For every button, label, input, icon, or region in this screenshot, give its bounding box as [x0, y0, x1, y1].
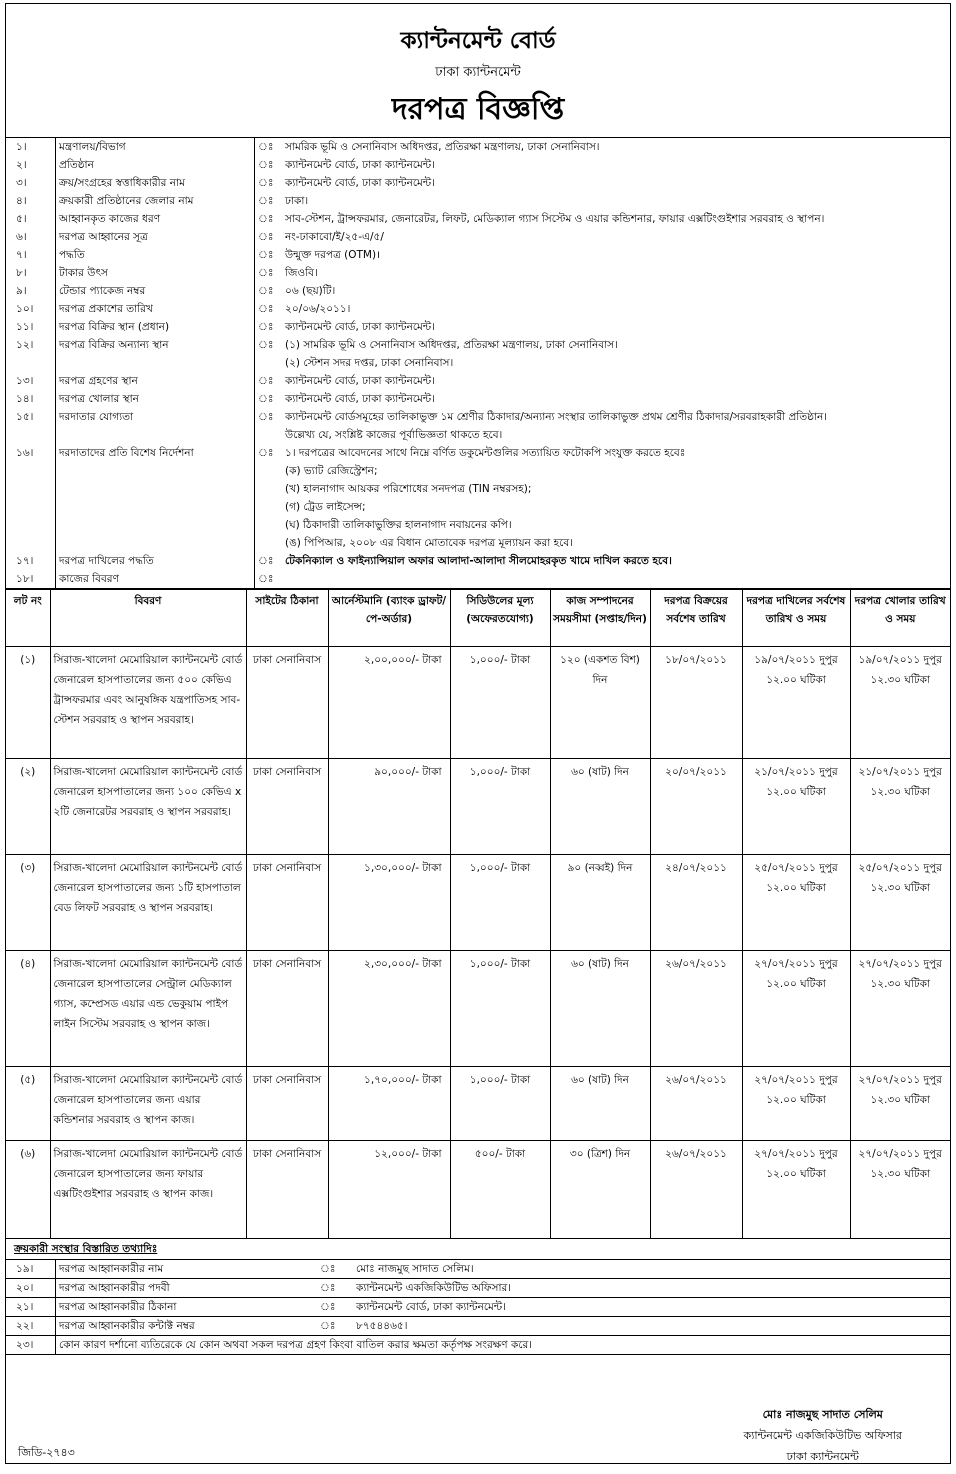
info-row — [6, 318, 950, 336]
lot-earnest: ১,৩০,০০০/- টাকা — [328, 855, 450, 951]
signatory-name: মোঃ নাজমুছ সাদাত সেলিম — [762, 1408, 883, 1421]
info-row — [6, 264, 950, 282]
lot-site: ঢাকা সেনানিবাস — [246, 855, 328, 951]
info-separator: ঃ — [258, 159, 274, 171]
info-value-line: (গ) ট্রেড লাইসেন্স; — [285, 501, 366, 513]
lot-submit: ২৫/০৭/২০১১ দুপুর ১২.০০ ঘটিকা — [742, 855, 850, 951]
lot-open: ২১/০৭/২০১১ দুপুর ১২.৩০ ঘটিকা — [850, 759, 950, 855]
info-value-line: জিওবি। — [285, 267, 318, 279]
info-separator: ঃ — [258, 555, 274, 567]
lot-open: ১৯/০৭/২০১১ দুপুর ১২.৩০ ঘটিকা — [850, 647, 950, 759]
lot-lot: (৬) — [6, 1141, 50, 1239]
lot-submit: ২৭/০৭/২০১১ দুপুর ১২.০০ ঘটিকা — [742, 1067, 850, 1141]
lot-desc: সিরাজ-খালেদা মেমোরিয়াল ক্যান্টনমেন্ট বোর্ড জেনারেল হাসপাতালের জন্য ১টি হাসপাতাল বেড লিফট সরবরাহ ও স্থাপন সরবরাহ। — [50, 855, 246, 951]
info-value — [275, 156, 950, 174]
lot-duration: ৬০ (ষাট) দিন — [550, 1067, 650, 1141]
lots-column-header: সিডিউলের মূল্য (অফেরতযোগ্য) — [450, 590, 550, 647]
info-row — [6, 174, 950, 192]
lots-column-header: দরপত্র বিক্রয়ের সর্বশেষ তারিখ — [650, 590, 742, 647]
purchaser-separator: ঃ — [320, 1301, 336, 1313]
lot-row — [6, 1067, 950, 1141]
lot-submit: ২৭/০৭/২০১১ দুপুর ১২.০০ ঘটিকা — [742, 951, 850, 1067]
info-label: টেন্ডার প্যাকেজ নম্বর — [56, 282, 255, 300]
lot-site: ঢাকা সেনানিবাস — [246, 647, 328, 759]
info-value — [275, 138, 950, 157]
lot-earnest: ১২,০০০/- টাকা — [328, 1141, 450, 1239]
info-value-line: ঢাকা। — [285, 195, 309, 207]
lot-open: ২৭/০৭/২০১১ দুপুর ১২.৩০ ঘটিকা — [850, 1067, 950, 1141]
info-value — [275, 192, 950, 210]
purchaser-separator: ঃ — [320, 1282, 336, 1294]
purchaser-row — [6, 1279, 950, 1298]
info-separator: ঃ — [258, 177, 274, 189]
info-row — [6, 138, 950, 157]
tender-notice — [5, 3, 951, 1464]
lot-sale-last: ২৬/০৭/২০১১ — [650, 951, 742, 1067]
lot-submit: ২১/০৭/২০১১ দুপুর ১২.০০ ঘটিকা — [742, 759, 850, 855]
info-serial: ১২। — [6, 336, 56, 372]
purchaser-value: মোঃ নাজমুছ সাদাত সেলিম। — [356, 1263, 474, 1275]
lot-duration: ৬০ (ষাট) দিন — [550, 951, 650, 1067]
info-label: দরপত্র আহ্বানের সূত্র — [56, 228, 255, 246]
lots-column-header: দরপত্র দাখিলের সর্বশেষ তারিখ ও সময় — [742, 590, 850, 647]
lot-site: ঢাকা সেনানিবাস — [246, 1141, 328, 1239]
lot-row — [6, 951, 950, 1067]
purchaser-serial: ২১। — [6, 1298, 56, 1317]
info-serial: ৫। — [6, 210, 56, 228]
info-label: দরপত্র দাখিলের পদ্ধতি — [56, 552, 255, 570]
info-value — [275, 210, 950, 228]
info-serial: ৮। — [6, 264, 56, 282]
lot-open: ২৭/০৭/২০১১ দুপুর ১২.৩০ ঘটিকা — [850, 1141, 950, 1239]
info-separator: ঃ — [258, 141, 274, 153]
info-label: ক্রয়কারী প্রতিষ্ঠানের জেলার নাম — [56, 192, 255, 210]
info-separator: ঃ — [258, 411, 274, 423]
info-separator: ঃ — [258, 249, 274, 261]
lot-desc: সিরাজ-খালেদা মেমোরিয়াল ক্যান্টনমেন্ট বোর্ড জেনারেল হাসপাতালের জন্য এয়ার কন্ডিশনার সরবরাহ ও স্থাপন কাজ। — [50, 1067, 246, 1141]
info-serial: ৬। — [6, 228, 56, 246]
lot-row — [6, 647, 950, 759]
info-separator: ঃ — [258, 375, 274, 387]
signatory-place: ঢাকা ক্যান্টনমেন্ট — [786, 1450, 859, 1463]
lot-lot: (৫) — [6, 1067, 50, 1141]
lot-duration: ১২০ (একশত বিশ) দিন — [550, 647, 650, 759]
info-row — [6, 282, 950, 300]
info-value — [275, 318, 950, 336]
info-value — [275, 282, 950, 300]
info-row — [6, 408, 950, 444]
lots-column-header: আর্নেস্টমানি (ব্যাংক ড্রাফট/পে-অর্ডার) — [328, 590, 450, 647]
lot-desc: সিরাজ-খালেদা মেমোরিয়াল ক্যান্টনমেন্ট বোর্ড জেনারেল হাসপাতালের জন্য ১০০ কেভিএ x ২টি জেনারেটর সরবরাহ ও স্থাপন সরবরাহ। — [50, 759, 246, 855]
lot-duration: ৯০ (নব্বই) দিন — [550, 855, 650, 951]
purchaser-label: দরপত্র আহ্বানকারীর কন্টাক্ট নম্বর — [59, 1320, 195, 1332]
lot-sale-last: ২০/০৭/২০১১ — [650, 759, 742, 855]
info-value-line: ক্যান্টনমেন্ট বোর্ড, ঢাকা ক্যান্টনমেন্ট। — [285, 321, 435, 333]
purchaser-row — [6, 1260, 950, 1279]
lot-earnest: ২,০০,০০০/- টাকা — [328, 647, 450, 759]
info-serial: ১০। — [6, 300, 56, 318]
info-value-line: ক্যান্টনমেন্ট বোর্ড, ঢাকা ক্যান্টনমেন্ট। — [285, 177, 435, 189]
info-value — [275, 444, 950, 552]
lot-sale-last: ২৬/০৭/২০১১ — [650, 1141, 742, 1239]
purchaser-serial: ২০। — [6, 1279, 56, 1298]
lot-open: ২৫/০৭/২০১১ দুপুর ১২.৩০ ঘটিকা — [850, 855, 950, 951]
info-label: দরপত্র খোলার স্থান — [56, 390, 255, 408]
purchaser-final-row — [6, 1336, 950, 1355]
info-row — [6, 570, 950, 589]
purchaser-serial: ২২। — [6, 1317, 56, 1336]
info-serial: ১৮। — [6, 570, 56, 589]
info-value-line: ক্যান্টনমেন্ট বোর্ড, ঢাকা ক্যান্টনমেন্ট। — [285, 159, 435, 171]
info-separator: ঃ — [258, 213, 274, 225]
info-value — [275, 228, 950, 246]
purchaser-value: ক্যান্টনমেন্ট বোর্ড, ঢাকা ক্যান্টনমেন্ট। — [356, 1301, 506, 1313]
info-value-line: ২০/০৬/২০১১। — [285, 303, 351, 315]
purchaser-separator: ঃ — [320, 1320, 336, 1332]
lot-schedule: ৫০০/- টাকা — [450, 1141, 550, 1239]
info-value-line: (ঙ) পিপিআর, ২০০৮ এর বিধান মোতাবেক দরপত্র মূল্যায়ন করা হবে। — [285, 537, 573, 549]
signature-block — [744, 1404, 903, 1467]
info-separator: ঃ — [258, 339, 274, 351]
lot-sale-last: ১৮/০৭/২০১১ — [650, 647, 742, 759]
info-row — [6, 156, 950, 174]
signatory-designation: ক্যান্টনমেন্ট একজিকিউটিভ অফিসার — [743, 1429, 902, 1442]
lot-site: ঢাকা সেনানিবাস — [246, 951, 328, 1067]
info-value — [275, 390, 950, 408]
info-row — [6, 372, 950, 390]
org-location: ঢাকা ক্যান্টনমেন্ট — [435, 65, 521, 80]
lot-lot: (৪) — [6, 951, 50, 1067]
info-value — [275, 300, 950, 318]
info-serial: ৭। — [6, 246, 56, 264]
purchaser-serial: ২৩। — [6, 1336, 56, 1355]
info-row — [6, 444, 950, 552]
info-value-line: উন্মুক্ত দরপত্র (OTM)। — [285, 249, 381, 261]
info-serial: ১৩। — [6, 372, 56, 390]
info-label: মন্ত্রণালয়/বিভাগ — [56, 138, 255, 157]
info-value-line: (ক) ভ্যাট রেজিস্ট্রেশন; — [285, 465, 378, 477]
info-label: আহ্বানকৃত কাজের ধরণ — [56, 210, 255, 228]
purchaser-heading: ক্রয়কারী সংস্থার বিস্তারিত তথ্যাদিঃ — [6, 1239, 950, 1260]
info-value-line: নং-ঢাকাবো/ই/২৫-এ/৫/ — [285, 231, 384, 243]
info-value-line: (২) স্টেশন সদর দপ্তর, ঢাকা সেনানিবাস। — [285, 357, 454, 369]
info-value-line: ক্যান্টনমেন্ট বোর্ড, ঢাকা ক্যান্টনমেন্ট। — [285, 393, 435, 405]
lots-column-header: কাজ সম্পাদনের সময়সীমা (সপ্তাহ/দিন) — [550, 590, 650, 647]
lot-schedule: ১,০০০/- টাকা — [450, 1067, 550, 1141]
lot-schedule: ১,০০০/- টাকা — [450, 855, 550, 951]
lot-duration: ৩০ (ত্রিশ) দিন — [550, 1141, 650, 1239]
org-name: ক্যান্টনমেন্ট বোর্ড — [400, 28, 556, 54]
info-serial: ১৭। — [6, 552, 56, 570]
lots-table — [6, 589, 950, 1239]
info-row — [6, 192, 950, 210]
lot-earnest: ৯০,০০০/- টাকা — [328, 759, 450, 855]
info-value — [275, 336, 950, 372]
info-serial: ১৫। — [6, 408, 56, 444]
info-label: ক্রয়/সংগ্রহের স্বত্তাধিকারীর নাম — [56, 174, 255, 192]
info-row — [6, 552, 950, 570]
lots-column-header: সাইটের ঠিকানা — [246, 590, 328, 647]
info-separator: ঃ — [258, 447, 274, 459]
info-value — [275, 408, 950, 444]
info-separator: ঃ — [258, 321, 274, 333]
info-serial: ২। — [6, 156, 56, 174]
info-value-line: উল্লেখ্য যে, সংশ্লিষ্ট কাজের পূর্বাভিজ্ঞতা থাকতে হবে। — [285, 429, 503, 441]
info-value-line: ক্যান্টনমেন্ট বোর্ড, ঢাকা ক্যান্টনমেন্ট। — [285, 375, 435, 387]
info-serial: ৪। — [6, 192, 56, 210]
info-value — [275, 246, 950, 264]
lot-schedule: ১,০০০/- টাকা — [450, 647, 550, 759]
purchaser-separator: ঃ — [320, 1263, 336, 1275]
info-separator: ঃ — [258, 393, 274, 405]
lot-submit: ২৭/০৭/২০১১ দুপুর ১২.০০ ঘটিকা — [742, 1141, 850, 1239]
lots-column-header: বিবরণ — [50, 590, 246, 647]
lot-lot: (৩) — [6, 855, 50, 951]
info-serial: ৯। — [6, 282, 56, 300]
info-label: দরপত্র বিক্রির অন্যান্য স্থান — [56, 336, 255, 372]
info-row — [6, 336, 950, 372]
lot-sale-last: ২৪/০৭/২০১১ — [650, 855, 742, 951]
info-serial: ৩। — [6, 174, 56, 192]
lot-open: ২৭/০৭/২০১১ দুপুর ১২.৩০ ঘটিকা — [850, 951, 950, 1067]
lots-column-header: লট নং — [6, 590, 50, 647]
info-value-line: (১) সামরিক ভূমি ও সেনানিবাস অধিদপ্তর, প্রতিরক্ষা মন্ত্রণালয়, ঢাকা সেনানিবাস। — [285, 339, 618, 351]
lots-column-header: দরপত্র খোলার তারিখ ও সময় — [850, 590, 950, 647]
lot-duration: ৬০ (ষাট) দিন — [550, 759, 650, 855]
info-label: দরদাতাদের প্রতি বিশেষ নির্দেশনা — [56, 444, 255, 552]
lot-row — [6, 1141, 950, 1239]
info-label: প্রতিষ্ঠান — [56, 156, 255, 174]
info-separator: ঃ — [258, 285, 274, 297]
lot-site: ঢাকা সেনানিবাস — [246, 1067, 328, 1141]
purchaser-label: দরপত্র আহ্বানকারীর নাম — [59, 1263, 164, 1275]
lot-desc: সিরাজ-খালেদা মেমোরিয়াল ক্যান্টনমেন্ট বোর্ড জেনারেল হাসপাতালের জন্য ফায়ার এক্সটিংগুইশার সরবরাহ ও স্থাপন কাজ। — [50, 1141, 246, 1239]
info-value-line: (খ) হালনাগাদ আয়কর পরিশোধের সনদপত্র (TIN নম্বরসহ); — [285, 483, 532, 495]
info-separator: ঃ — [258, 303, 274, 315]
info-serial: ১১। — [6, 318, 56, 336]
info-row — [6, 246, 950, 264]
info-separator: ঃ — [258, 195, 274, 207]
info-row — [6, 210, 950, 228]
lot-earnest: ২,৩০,০০০/- টাকা — [328, 951, 450, 1067]
header — [6, 26, 950, 129]
info-value — [275, 174, 950, 192]
info-label: টাকার উৎস — [56, 264, 255, 282]
lot-desc: সিরাজ-খালেদা মেমোরিয়াল ক্যান্টনমেন্ট বোর্ড জেনারেল হাসপাতালের সেন্ট্রাল মেডিক্যাল গ্যাস, কম্প্রেসড এয়ার এন্ড ভেকুয়াম পাইপ লাইন সিস্টেম সরবরাহ ও স্থাপন কাজ। — [50, 951, 246, 1067]
info-separator: ঃ — [255, 570, 276, 589]
purchaser-final-text: কোন কারণ দর্শানো ব্যতিরেকে যে কোন অথবা সকল দরপত্র গ্রহণ কিংবা বাতিল করার ক্ষমতা কর্তৃপক্ষ সংরক্ষণ করে। — [59, 1339, 533, 1351]
purchaser-label: দরপত্র আহ্বানকারীর ঠিকানা — [59, 1301, 177, 1313]
purchaser-table — [6, 1260, 950, 1355]
lot-schedule: ১,০০০/- টাকা — [450, 759, 550, 855]
info-value-line — [285, 570, 947, 588]
ref-code: জিডি-২৭৪৩ — [18, 1446, 75, 1459]
info-label: কাজের বিবরণ — [56, 570, 255, 589]
lot-desc: সিরাজ-খালেদা মেমোরিয়াল ক্যান্টনমেন্ট বোর্ড জেনারেল হাসপাতালের জন্য ৫০০ কেভিএ ট্রান্সফরমার এবং আনুষঙ্গিক যন্ত্রপাতিসহ সাব-স্টেশন সরবরাহ ও স্থাপন সরবরাহ। — [50, 647, 246, 759]
lot-lot: (১) — [6, 647, 50, 759]
info-serial: ১৪। — [6, 390, 56, 408]
lot-submit: ১৯/০৭/২০১১ দুপুর ১২.০০ ঘটিকা — [742, 647, 850, 759]
info-value-line: ক্যান্টনমেন্ট বোর্ডসমূহের তালিকাভুক্ত ১ম শ্রেণীর ঠিকাদার/অন্যান্য সংস্থার তালিকাভুক্ত প্রথম শ্রেণীর ঠিকাদার/সরবরাহকারী প্রতিষ্ঠান। — [285, 411, 828, 423]
info-serial: ১৬। — [6, 444, 56, 552]
info-label: দরদাতার যোগ্যতা — [56, 408, 255, 444]
info-value-line: ১। দরপত্রের আবেদনের সাথে নিম্নে বর্ণিত ডকুমেন্টগুলির সত্যায়িত ফটোকপি সংযুক্ত করতে হবেঃ — [285, 447, 686, 459]
info-serial: ১। — [6, 138, 56, 157]
info-separator: ঃ — [258, 231, 274, 243]
lot-schedule: ১,০০০/- টাকা — [450, 951, 550, 1067]
info-value-line: সামরিক ভূমি ও সেনানিবাস অধিদপ্তর, প্রতিরক্ষা মন্ত্রণালয়, ঢাকা সেনানিবাস। — [285, 141, 600, 153]
info-row — [6, 228, 950, 246]
purchaser-value: ক্যান্টনমেন্ট একজিকিউটিভ অফিসার। — [356, 1282, 512, 1294]
info-value-line: (ঘ) ঠিকাদারী তালিকাভুক্তির হালনাগাদ নবায়নের কপি। — [285, 519, 512, 531]
info-label: দরপত্র গ্রহণের স্থান — [56, 372, 255, 390]
lot-row — [6, 759, 950, 855]
info-value — [275, 264, 950, 282]
lot-lot: (২) — [6, 759, 50, 855]
info-row — [6, 390, 950, 408]
info-value-line: ০৬ (ছয়)টি। — [285, 285, 336, 297]
info-value-line: টেকনিক্যাল ও ফাইন্যান্সিয়াল অফার আলাদা-আলাদা সীলমোহরকৃত খামে দাখিল করতে হবে। — [285, 555, 672, 567]
lot-row — [6, 855, 950, 951]
info-value-line: সাব-স্টেশন, ট্রান্সফরমার, জেনারেটর, লিফট, মেডিক্যাল গ্যাস সিস্টেম ও এয়ার কন্ডিশনার, ফায়ার এক্সটিংগুইশার সরবরাহ ও স্থাপন। — [285, 213, 825, 225]
info-label: দরপত্র প্রকাশের তারিখ — [56, 300, 255, 318]
purchaser-label: দরপত্র আহ্বানকারীর পদবী — [59, 1282, 170, 1294]
purchaser-row — [6, 1317, 950, 1336]
purchaser-value: ৮৭৫৪৪৬৫। — [356, 1320, 408, 1332]
lot-sale-last: ২৬/০৭/২০১১ — [650, 1067, 742, 1141]
info-value — [275, 570, 950, 589]
purchaser-serial: ১৯। — [6, 1260, 56, 1279]
lot-earnest: ১,৭০,০০০/- টাকা — [328, 1067, 450, 1141]
info-label: দরপত্র বিক্রির স্থান (প্রধান) — [56, 318, 255, 336]
notice-title: দরপত্র বিজ্ঞপ্তি — [391, 92, 565, 127]
info-table — [6, 137, 950, 589]
info-value — [275, 372, 950, 390]
lot-site: ঢাকা সেনানিবাস — [246, 759, 328, 855]
info-row — [6, 300, 950, 318]
info-separator: ঃ — [258, 267, 274, 279]
info-label: পদ্ধতি — [56, 246, 255, 264]
purchaser-row — [6, 1298, 950, 1317]
info-value — [275, 552, 950, 570]
